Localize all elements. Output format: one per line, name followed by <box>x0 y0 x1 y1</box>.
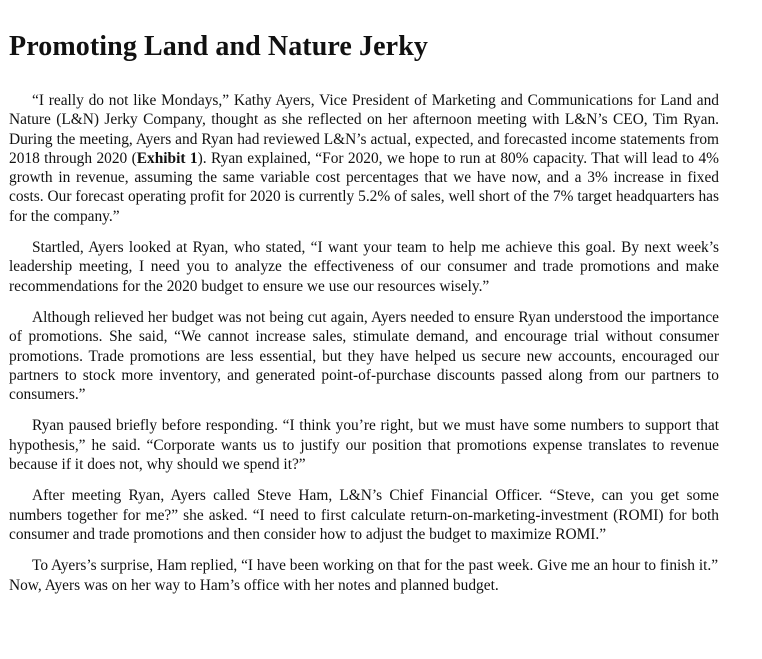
paragraph-1 <box>9 91 719 226</box>
paragraph-3: Although relieved her budget was not being cut again, Ayers needed to ensure Ryan understood the importance of promotions. She said, “We cannot increase sales, stimulate demand, and encourage trial without consumer promotions. Trade promotions are less essential, but they have helped us secure new accounts, encouraged our partners to stock more inventory, and generated point-of-purchase discounts passed along from our partners to consumers.” <box>9 308 719 404</box>
paragraph-2: Startled, Ayers looked at Ryan, who stated, “I want your team to help me achieve this goal. By next week’s leadership meeting, I need you to analyze the effectiveness of our consumer and trade promotions and make recommendations for the 2020 budget to ensure we use our resources wisely.” <box>9 239 719 295</box>
document-body <box>9 91 719 595</box>
paragraph-6: To Ayers’s surprise, Ham replied, “I have been working on that for the past week. Give me an hour to finish it.” Now, Ayers was on her way to Ham’s office with her notes and planned budget. <box>9 557 719 594</box>
exhibit-1-reference: Exhibit 1 <box>136 149 198 167</box>
paragraph-5: After meeting Ryan, Ayers called Steve Ham, L&N’s Chief Financial Officer. “Steve, can you get some numbers together for me?” she asked. “I need to first calculate return-on-marketing-investment (ROMI) for both consumer and trade promotions and then consider how to adjust the budget to maximize ROMI.” <box>9 487 719 543</box>
paragraph-4: Ryan paused briefly before responding. “I think you’re right, but we must have some numbers to support that hypothesis,” he said. “Corporate wants us to justify our position that promotions expense translates to revenue because if it does not, why should we spend it?” <box>9 417 719 474</box>
paragraph-1-text-before: “I really do not like Mondays,” Kathy Ayers, Vice President of Marketing and Communications for Land and Nature (L&N) Jerky Company, thought as she reflected on her afternoon meeting with L&N’s CEO, Tim Ryan. During the meeting, Ayers and Ryan had reviewed L&N’s actual, expected, and forecasted income statements from 2018 through 2020 ( <box>9 92 719 167</box>
paragraph-1-text-after: ). Ryan explained, “For 2020, we hope to run at 80% capacity. That will lead to 4% growth in revenue, assuming the same variable cost percentages that we have now, and a 3% increase in fixed costs. Our forecast operating profit for 2020 is currently 5.2% of sales, well short of the 7% target headquarters has for the company.” <box>9 149 720 225</box>
document-page <box>9 0 719 607</box>
document-title: Promoting Land and Nature Jerky <box>9 31 428 62</box>
